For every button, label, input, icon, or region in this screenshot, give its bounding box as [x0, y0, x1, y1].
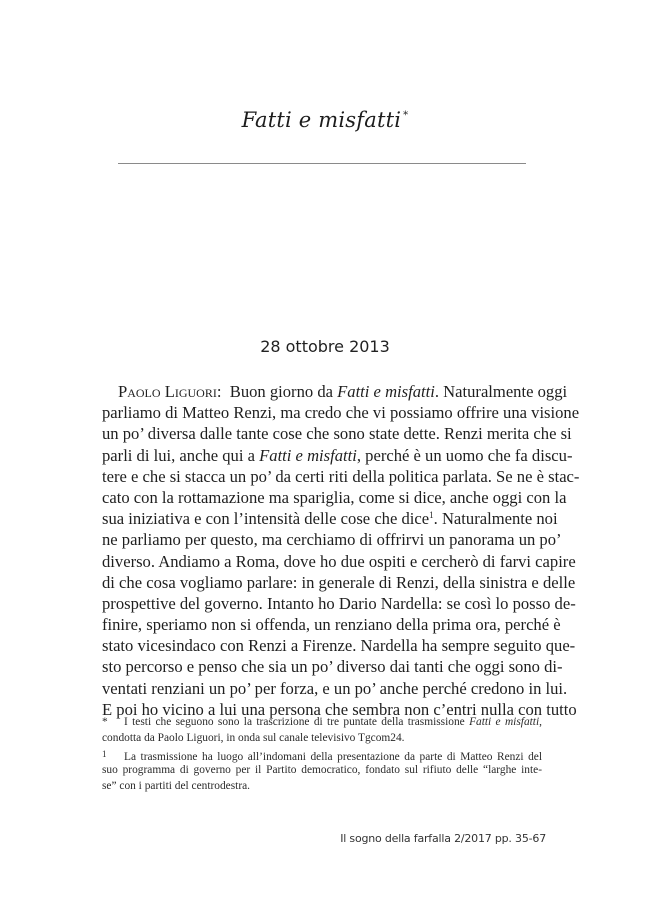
body-line: E poi ho vicino a lui una persona che sembra non c’entri nulla con tutto	[102, 699, 577, 719]
footnote-line: suo programma di governo per il Partito democratico, fondato sul rifiuto delle “larghe inte-	[102, 764, 542, 776]
footnote-1	[102, 714, 542, 746]
title-footnote-mark: *	[403, 110, 409, 121]
footnote-2	[102, 746, 542, 794]
episode-date: 28 ottobre 2013	[260, 337, 390, 356]
footnote-line: se” con i partiti del centrodestra.	[102, 780, 251, 792]
body-line: diverso. Andiamo a Roma, dove ho due ospiti e cercherò di farvi capire	[102, 551, 576, 571]
body-line: Paolo Liguori: Buon giorno da Fatti e misfatti. Naturalmente oggi	[118, 382, 568, 401]
footnote-mark: *	[102, 716, 108, 728]
body-line: ne parliamo per questo, ma cerchiamo di offrirvi un panorama un po’	[102, 530, 562, 550]
body-line: parli di lui, anche qui a Fatti e misfatti, perché è un uomo che fa discu-	[102, 445, 573, 465]
speaker-name: Paolo Liguori:	[118, 382, 222, 401]
body-text	[102, 381, 580, 720]
body-line: ventati renziani un po’ per forza, e un po’ anche perché credono in lui.	[102, 678, 568, 698]
body-line: sto percorso e penso che sia un po’ diverso dai tanti che oggi sono di-	[102, 657, 563, 677]
page-footer: Il sogno della farfalla 2/2017 pp. 35-67	[340, 832, 546, 845]
footnote-line: condotta da Paolo Liguori, in onda sul canale televisivo Tgcom24.	[102, 732, 405, 744]
body-line: sua iniziativa e con l’intensità delle cose che dice$^1$. Naturalmente noi	[102, 509, 558, 529]
body-line: tere e che si stacca un po’ da certi riti della politica parlata. Se ne è stac-	[102, 466, 580, 486]
footnote-line: * I testi che seguono sono la trascrizione di tre puntate della trasmissione Fatti e misfatti,	[102, 716, 542, 728]
article-title-text: Fatti e misfatti	[241, 108, 402, 132]
body-line: prospettive del governo. Intanto ho Dario Nardella: se così lo posso de-	[102, 593, 576, 613]
title-divider	[118, 163, 526, 164]
footnote-line: 1 La trasmissione ha luogo all’indomani della presentazione da parte di Matteo Renzi del	[102, 746, 542, 762]
article-title	[0, 108, 650, 132]
body-line: stato vicesindaco con Renzi a Firenze. Nardella ha sempre seguito que-	[102, 636, 576, 656]
body-line: parliamo di Matteo Renzi, ma credo che vi possiamo offrire una visione	[102, 403, 580, 423]
footnote-mark: 1	[102, 749, 107, 759]
body-line: cato con la rottamazione ma spariglia, come si dice, anche oggi con la	[102, 487, 567, 507]
body-line: un po’ diversa dalle tante cose che sono state dette. Renzi merita che si	[102, 424, 572, 444]
body-line: di che cosa vogliamo parlare: in generale di Renzi, della sinistra e delle	[102, 572, 576, 592]
body-line: finire, speriamo non si offenda, un renziano della prima ora, perché è	[102, 615, 561, 635]
